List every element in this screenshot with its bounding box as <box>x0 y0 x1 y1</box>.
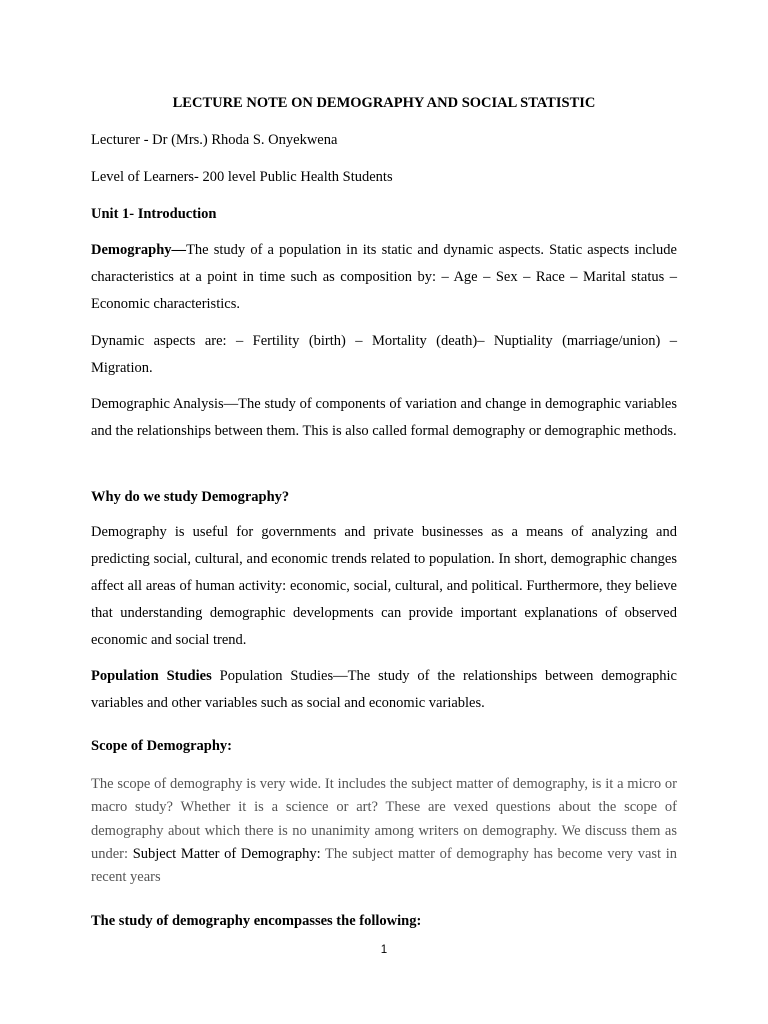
dynamic-aspects-paragraph: Dynamic aspects are: – Fertility (birth) – Mortality (death)– Nuptiality (marriage/union) – Migration. <box>91 333 677 376</box>
demography-term: Demography— <box>91 242 187 258</box>
demographic-analysis-paragraph: Demographic Analysis—The study of components of variation and change in demographic variables and the relationships between them. This is also called formal demography or demographic methods. <box>91 396 677 439</box>
learners-level-line: Level of Learners- 200 level Public Health Students <box>91 169 393 185</box>
unit-heading: Unit 1- Introduction <box>91 206 217 222</box>
why-study-paragraph: Demography is useful for governments and private businesses as a means of analyzing and predicting social, cultural, and economic trends related to population. In short, demographic changes affect all areas of human activity: economic, social, cultural, and political. Furthermore, they believe that understanding demographic developments can provide important explanations of observed economic and social trend. <box>91 524 677 648</box>
population-studies-paragraph <box>91 663 677 717</box>
why-study-heading: Why do we study Demography? <box>91 489 290 505</box>
lecturer-line: Lecturer - Dr (Mrs.) Rhoda S. Onyekwena <box>91 132 338 148</box>
demography-definition-paragraph <box>91 237 677 318</box>
page-number: 1 <box>380 944 388 956</box>
document-title: LECTURE NOTE ON DEMOGRAPHY AND SOCIAL STATISTIC <box>172 95 596 111</box>
scope-paragraph-continuation: The subject matter of demography has become very vast in recent years <box>91 845 677 886</box>
encompasses-heading: The study of demography encompasses the following: <box>91 913 422 929</box>
subject-matter-label: Subject Matter of Demography: <box>132 845 321 862</box>
population-studies-term: Population Studies <box>91 668 212 684</box>
scope-heading: Scope of Demography: <box>91 738 232 754</box>
scope-paragraph-text: The scope of demography is very wide. It includes the subject matter of demography, is it a micro or macro study? Whether it is a science or art? These are vexed questions about the scope of demography about which there is no unanimity among writers on demography. We discuss them as under: <box>91 776 677 862</box>
scope-paragraph <box>91 773 677 889</box>
population-studies-definition: Population Studies—The study of the relationships between demographic variables and other variables such as social and economic variables. <box>91 668 677 711</box>
demography-definition-text: The study of a population in its static and dynamic aspects. Static aspects include characteristics at a point in time such as composition by: – Age – Sex – Race – Marital status – Economic characteristics. <box>91 242 677 312</box>
